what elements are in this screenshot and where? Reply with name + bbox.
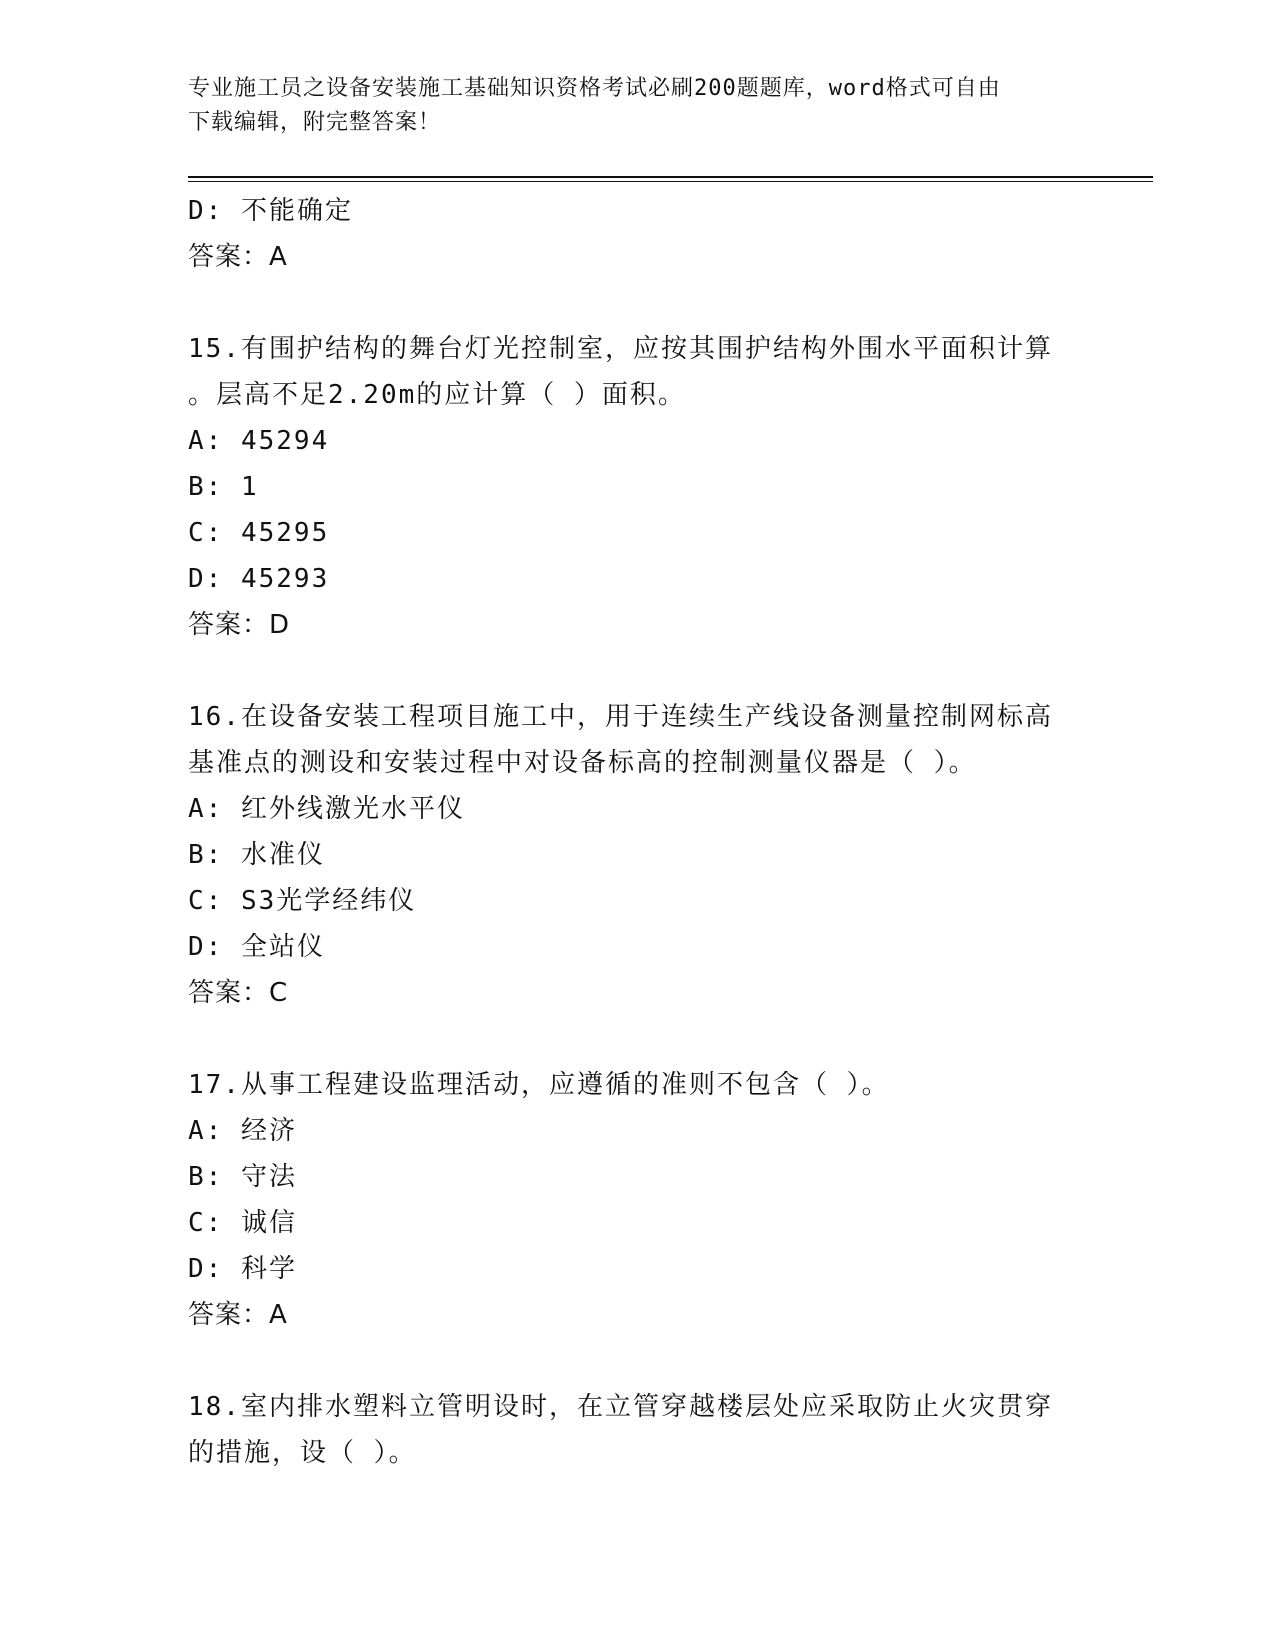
header-divider-thin	[188, 181, 1153, 182]
question-16-answer: 答案：C	[188, 978, 289, 1008]
question-15-option-c: C: 45295	[188, 518, 330, 548]
spacer	[188, 1016, 1088, 1062]
question-16-line-2: 基准点的测设和安装过程中对设备标高的控制测量仪器是（ ）。	[188, 748, 977, 778]
question-17-line-1: 17.从事工程建设监理活动，应遵循的准则不包含（ ）。	[188, 1070, 890, 1100]
question-17-option-c: C: 诚信	[188, 1208, 297, 1238]
question-15-line-1: 15.有围护结构的舞台灯光控制室，应按其围护结构外围水平面积计算	[188, 334, 1053, 364]
prev-option-d: D: 不能确定	[188, 196, 353, 226]
spacer	[188, 280, 1088, 326]
header-line-1: 专业施工员之设备安装施工基础知识资格考试必刷200题题库，word格式可自由	[188, 76, 1001, 101]
question-15-answer: 答案：D	[188, 610, 291, 640]
question-15-option-b: B: 1	[188, 472, 259, 502]
question-15-line-2: 。层高不足2.20m的应计算（ ）面积。	[188, 380, 686, 410]
question-content	[188, 188, 1088, 1476]
document-header	[188, 72, 1088, 140]
prev-answer: 答案：A	[188, 242, 288, 272]
question-18-line-2: 的措施，设（ ）。	[188, 1438, 417, 1468]
header-divider-thick	[188, 176, 1153, 178]
question-16-option-c: C: S3光学经纬仪	[188, 886, 417, 916]
question-16-option-d: D: 全站仪	[188, 932, 325, 962]
header-line-2: 下载编辑，附完整答案！	[188, 110, 442, 135]
question-16-line-1: 16.在设备安装工程项目施工中，用于连续生产线设备测量控制网标高	[188, 702, 1053, 732]
spacer	[188, 1338, 1088, 1384]
question-15-option-a: A: 45294	[188, 426, 330, 456]
question-15-option-d: D: 45293	[188, 564, 330, 594]
question-17-option-b: B: 守法	[188, 1162, 297, 1192]
question-17-option-a: A: 经济	[188, 1116, 297, 1146]
question-16-option-a: A: 红外线激光水平仪	[188, 794, 465, 824]
question-17-answer: 答案：A	[188, 1300, 288, 1330]
question-16-option-b: B: 水准仪	[188, 840, 325, 870]
spacer	[188, 648, 1088, 694]
question-18-line-1: 18.室内排水塑料立管明设时，在立管穿越楼层处应采取防止火灾贯穿	[188, 1392, 1053, 1422]
question-17-option-d: D: 科学	[188, 1254, 297, 1284]
